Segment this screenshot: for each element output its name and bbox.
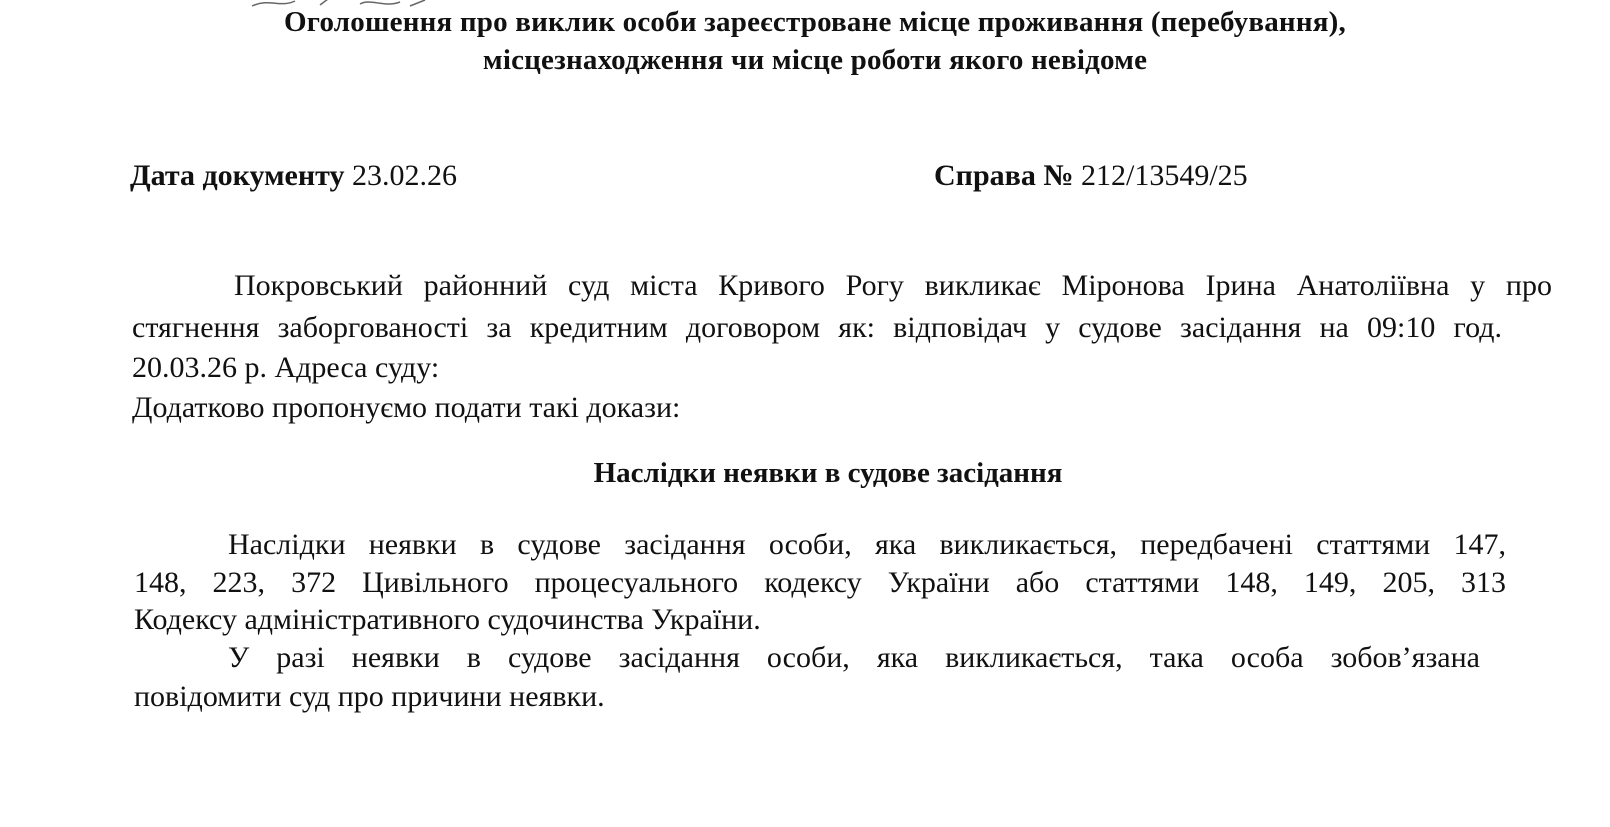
consequences-p1-line-2: 148, 223, 372 Цивільного процесуального кодексу України або статтями 148, 149, 205, 313 [134, 566, 1506, 599]
date-label: Дата документу [130, 159, 345, 192]
case-label: Справа № [934, 159, 1074, 192]
case-number [934, 158, 1248, 194]
document-title-line-1: Оголошення про виклик особи зареєстроване місце проживання (перебування), [284, 6, 1346, 38]
summons-line-2: стягнення заборгованості за кредитним договором як: відповідач у судове засідання на 09:10 год. [132, 311, 1502, 344]
summons-line-3: 20.03.26 р. Адреса суду: [132, 351, 440, 384]
consequences-heading: Наслідки неявки в судове засідання [593, 457, 1063, 489]
consequences-p1-line-1: Наслідки неявки в судове засідання особи, яка викликається, передбачені статтями 147, [228, 528, 1506, 561]
summons-line-4: Додатково пропонуємо подати такі докази: [132, 391, 681, 424]
consequences-p1-line-3: Кодексу адміністративного судочинства України. [134, 603, 761, 636]
date-value: 23.02.26 [351, 159, 457, 192]
case-value: 212/13549/25 [1080, 159, 1248, 192]
consequences-p2-line-2: повідомити суд про причини неявки. [134, 680, 605, 713]
summons-line-1: Покровський районний суд міста Кривого Рогу викликає Міронова Ірина Анатоліївна у про [234, 269, 1552, 302]
document-date [130, 158, 457, 194]
consequences-p2-line-1: У разі неявки в судове засідання особи, яка викликається, така особа зобов’язана [228, 641, 1480, 674]
document-title-line-2: місцезнаходження чи місце роботи якого невідоме [482, 44, 1148, 76]
